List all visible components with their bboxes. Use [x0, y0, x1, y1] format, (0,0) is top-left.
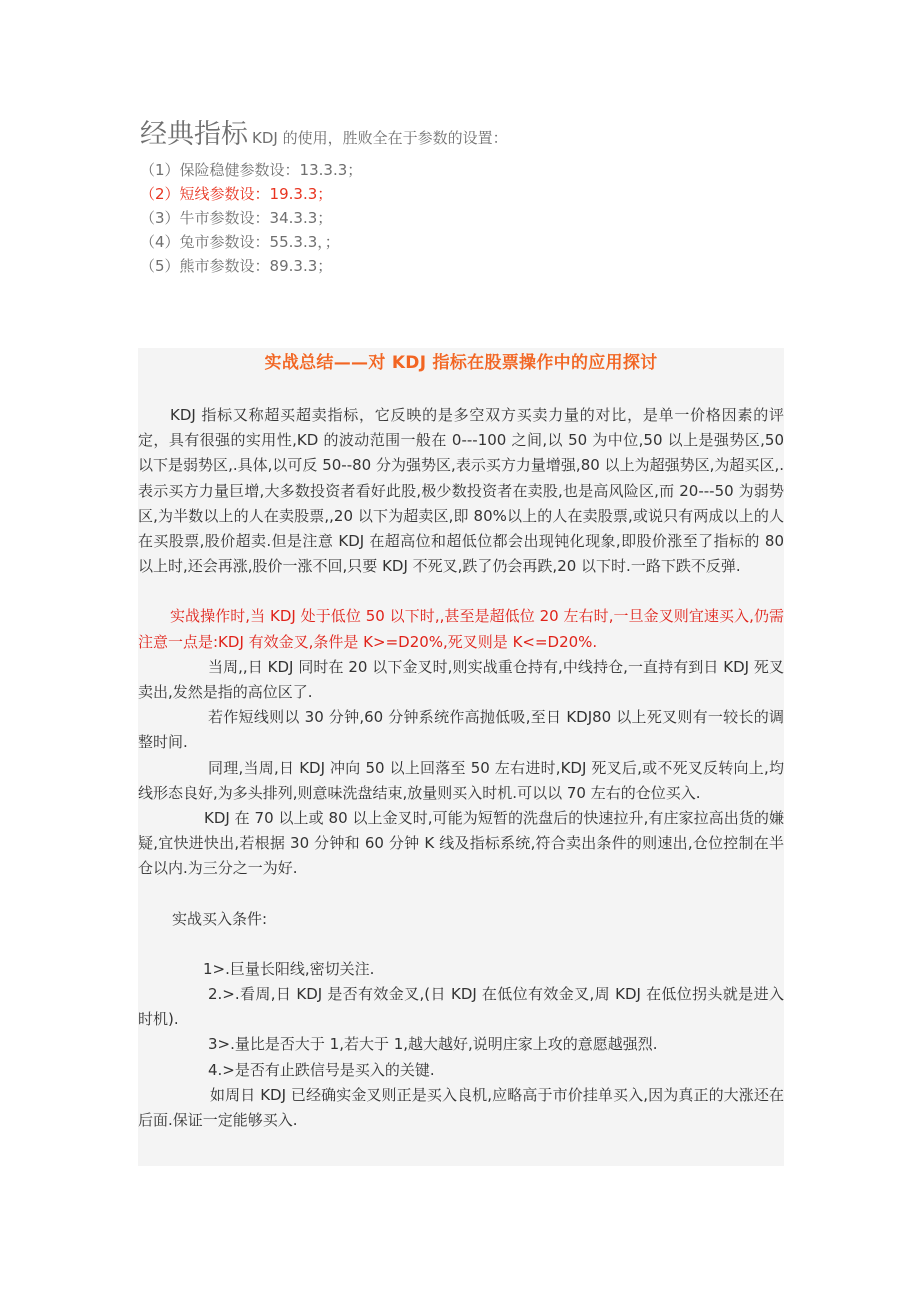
parameter-item: （1）保险稳健参数设：13.3.3；: [140, 161, 363, 179]
article-section: [138, 348, 784, 1166]
paragraph-intro: KDJ 指标又称超买超卖指标，它反映的是多空双方买卖力量的对比，是单一价格因素的评定，具有很强的实用性,KD 的波动范围一般在 0---100 之间,以 50 为中位,50 以上是强势区,50 以下是弱势区,.具体,以可反 50--80 分为强势区,表示买方力量增强,80 以上为超强势区,为超买区,.表示买方力量巨增,大多数投资者看好此股,极少数投资者在卖股,也是高风险区,而 20---50 为弱势区,为半数以上的人在卖股票,,20 以下为超卖区,即 80%以上的人在卖股票,或说只有两成以上的人在买股票,股价超卖.但是注意 KDJ 在超高位和超低位都会出现钝化现象,即股价涨至了指标的 80 以上时,还会再涨,股价一涨不回,只要 KDJ 不死叉,跌了仍会再跌,20 以下时.一路下跌不反弹.: [138, 406, 784, 576]
parameter-item: （5）熊市参数设：89.3.3；: [140, 257, 333, 275]
paragraph-short-term: 若作短线则以 30 分钟,60 分钟系统作高抛低吸,至日 KDJ80 以上死叉则有一较长的调整时间.: [138, 708, 784, 752]
parameter-list: [140, 158, 780, 278]
buy-condition-item: 2.>.看周,日 KDJ 是否有效金叉,(日 KDJ 在低位有效金叉,周 KDJ 在低位拐头就是进入时机).: [138, 985, 784, 1029]
parameter-item: （3）牛市参数设：34.3.3；: [140, 209, 333, 227]
intro-title-big: 经典指标: [140, 119, 248, 150]
intro-heading: [140, 118, 780, 155]
paragraph-pullback: 同理,当周,日 KDJ 冲向 50 以上回落至 50 左右进时,KDJ 死叉后,或不死叉反转向上,均线形态良好,为多头排列,则意味洗盘结束,放量则买入时机.可以以 70 左右的仓位买入.: [138, 758, 784, 802]
paragraph-rule-highlight: 实战操作时,当 KDJ 处于低位 50 以下时,,甚至是超低位 20 左右时,一旦金叉则宜速买入,仍需注意一点是:KDJ 有效金叉,条件是 K>=D20%,死叉则是 K<=D20%.: [138, 607, 784, 651]
parameter-item-highlight: （2）短线参数设：19.3.3；: [140, 185, 333, 203]
buy-condition-item: 1>.巨量长阳线,密切关注.: [203, 959, 375, 978]
buy-conclusion: 如周日 KDJ 已经确实金叉则正是买入良机,应略高于市价挂单买入,因为真正的大涨还在后面.保证一定能够买入.: [138, 1085, 784, 1130]
paragraph-weekly-cross: 当周,,日 KDJ 同时在 20 以下金叉时,则实战重仓持有,中线持仓,一直持有到日 KDJ 死叉卖出,发然是指的高位区了.: [138, 657, 784, 702]
parameter-item: （4）兔市参数设：55.3.3，；: [140, 233, 340, 251]
intro-title-small: KDJ 的使用，胜败全在于参数的设置：: [252, 129, 508, 147]
article-body: [138, 403, 784, 1133]
buy-condition-item: 3>.量比是否大于 1,若大于 1,越大越好,说明庄家上攻的意愿越强烈.: [208, 1035, 658, 1054]
intro-section: [140, 118, 780, 278]
article-title: 实战总结——对 KDJ 指标在股票操作中的应用探讨: [264, 353, 658, 373]
paragraph-high-cross: KDJ 在 70 以上或 80 以上金叉时,可能为短暂的洗盘后的快速拉升,有庄家拉高出货的嫌疑,宜快进快出,若根据 30 分钟和 60 分钟 K 线及指标系统,符合卖出条件的则速出,仓位控制在半仓以内.为三分之一为好.: [138, 809, 784, 878]
buy-condition-item: 4.>是否有止跌信号是买入的关键.: [208, 1060, 435, 1079]
buy-conditions-heading: 实战买入条件:: [172, 909, 268, 928]
